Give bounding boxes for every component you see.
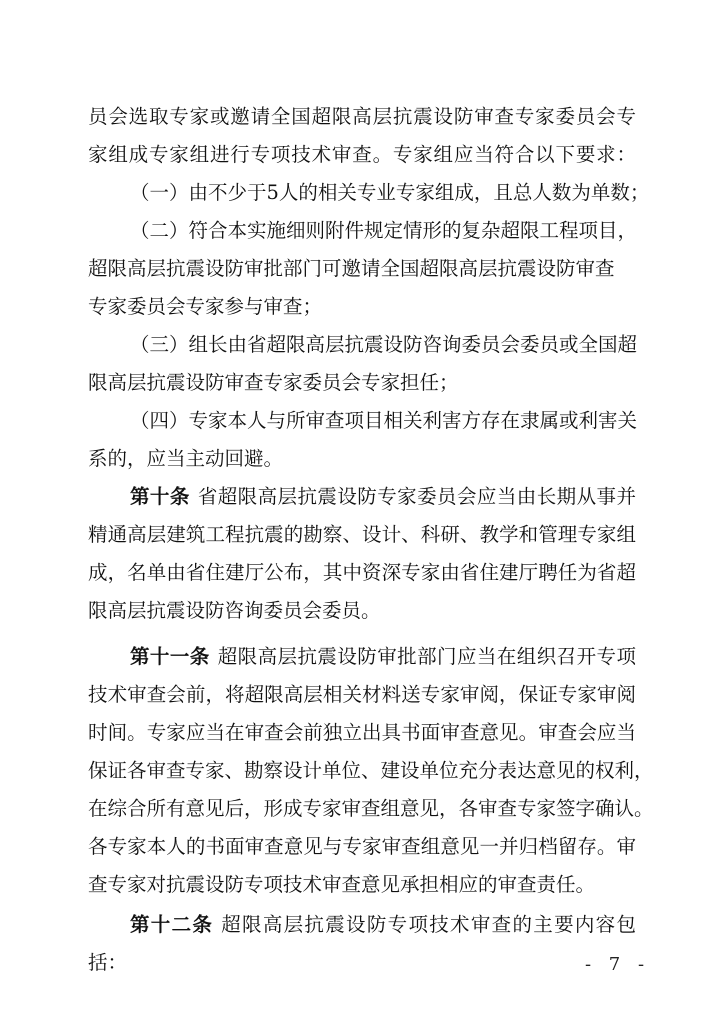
paragraph-line <box>88 951 636 975</box>
page-number: - 7 - <box>585 954 651 975</box>
article-heading: 第十条 <box>130 485 190 508</box>
paragraph-line <box>88 721 636 745</box>
paragraph-line <box>88 447 636 471</box>
paragraph-line <box>88 873 636 897</box>
article-paragraph-line <box>88 913 636 937</box>
article-heading: 第十二条 <box>130 913 214 936</box>
paragraph-line <box>88 257 636 281</box>
line-text: 技术审查会前，将超限高层相关材料送专家审阅，保证专家审阅 <box>88 683 636 706</box>
paragraph-line <box>88 295 636 319</box>
line-text: 限高层抗震设防审查专家委员会专家担任； <box>88 371 459 394</box>
line-text: 各专家本人的书面审查意见与专家审查组意见一并归档留存。审 <box>88 835 636 858</box>
line-text: 超限高层抗震设防专项技术审查的主要内容包 <box>221 913 636 936</box>
article-paragraph-line <box>88 485 636 509</box>
paragraph-line <box>88 219 636 243</box>
paragraph-line <box>88 683 636 707</box>
paragraph-line <box>88 409 636 433</box>
line-text: 省超限高层抗震设防专家委员会应当由长期从事并 <box>197 485 636 508</box>
line-text: 超限高层抗震设防审批部门可邀请全国超限高层抗震设防审查 <box>88 257 615 280</box>
paragraph-line <box>88 143 636 167</box>
line-text: 家组成专家组进行专项技术审查。专家组应当符合以下要求： <box>88 143 636 166</box>
line-text: 查专家对抗震设防专项技术审查意见承担相应的审查责任。 <box>88 873 596 896</box>
paragraph-line <box>88 835 636 859</box>
line-text: （三）组长由省超限高层抗震设防咨询委员会委员或全国超 <box>130 333 638 356</box>
article-heading: 第十一条 <box>130 645 210 668</box>
paragraph-line <box>88 561 636 585</box>
line-text: 成，名单由省住建厅公布，其中资深专家由省住建厅聘任为省超 <box>88 561 636 584</box>
line-text: （二）符合本实施细则附件规定情形的复杂超限工程项目， <box>130 219 638 242</box>
line-text: 限高层抗震设防咨询委员会委员。 <box>88 599 381 622</box>
line-text: 精通高层建筑工程抗震的勘察、设计、科研、教学和管理专家组 <box>88 523 636 546</box>
paragraph-line <box>88 599 636 623</box>
article-paragraph-line <box>88 645 636 669</box>
paragraph-line <box>88 523 636 547</box>
paragraph-line <box>88 759 654 783</box>
line-text: （一）由不少于5人的相关专业专家组成，且总人数为单数； <box>130 181 650 204</box>
line-text: 保证各审查专家、勘察设计单位、建设单位充分表达意见的权利， <box>88 759 654 782</box>
paragraph-line <box>88 371 636 395</box>
line-text: （四）专家本人与所审查项目相关利害方存在隶属或利害关 <box>130 409 638 432</box>
line-text: 括： <box>88 951 128 974</box>
line-text: 在综合所有意见后，形成专家审查组意见，各审查专家签字确认。 <box>88 797 654 820</box>
paragraph-line <box>88 797 654 821</box>
paragraph-line <box>88 105 636 129</box>
paragraph-line <box>88 333 636 357</box>
line-text: 员会选取专家或邀请全国超限高层抗震设防审查专家委员会专 <box>88 105 636 128</box>
line-text: 专家委员会专家参与审查； <box>88 295 323 318</box>
line-text: 系的，应当主动回避。 <box>88 447 284 470</box>
line-text: 超限高层抗震设防审批部门应当在组织召开专项 <box>217 645 636 668</box>
paragraph-line <box>88 181 650 205</box>
line-text: 时间。专家应当在审查会前独立出具书面审查意见。审查会应当 <box>88 721 636 744</box>
